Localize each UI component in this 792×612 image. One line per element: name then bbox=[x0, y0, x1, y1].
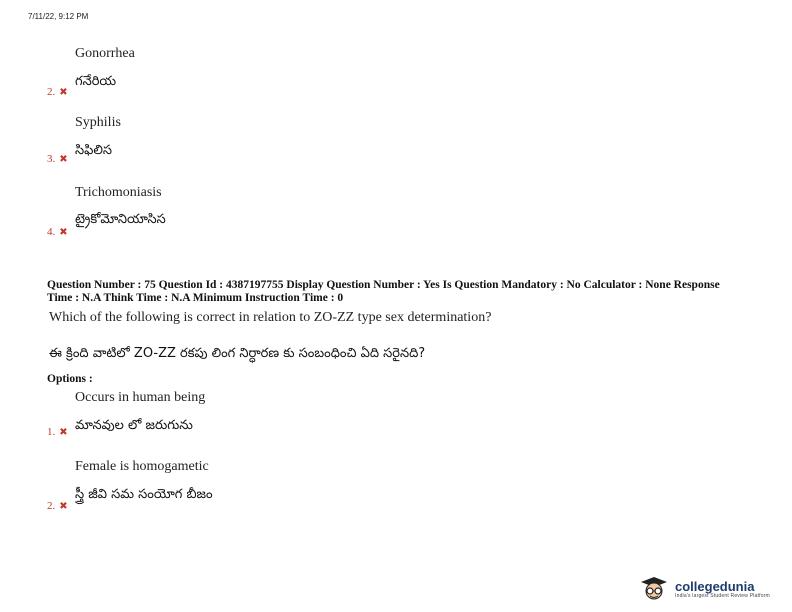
prev-option-2-number: 2. ✖ bbox=[47, 86, 68, 98]
option-1-telugu: మానవుల లో జరుగును bbox=[75, 418, 193, 433]
question-meta bbox=[47, 279, 767, 305]
option-2-english: Female is homogametic bbox=[75, 459, 209, 474]
cross-mark-icon: ✖ bbox=[59, 154, 68, 165]
cross-mark-icon: ✖ bbox=[59, 87, 68, 98]
question-meta-line-1: Question Number : 75 Question Id : 4387197755 Display Question Number : Yes Is Question Mandatory : No Calculator : None Response bbox=[47, 279, 720, 291]
option-2-telugu: స్త్రీ జీవి సమ సంయోగ బీజం bbox=[75, 487, 213, 502]
cross-mark-icon: ✖ bbox=[59, 501, 68, 512]
question-meta-line-2: Time : N.A Think Time : N.A Minimum Instruction Time : 0 bbox=[47, 292, 344, 304]
options-label: Options : bbox=[47, 373, 93, 385]
print-timestamp: 7/11/22, 9:12 PM bbox=[28, 12, 89, 21]
prev-option-4-telugu: ట్రైకోమోనియాసిస bbox=[75, 212, 166, 227]
cross-mark-icon: ✖ bbox=[59, 427, 68, 438]
option-2-number: 2. ✖ bbox=[47, 500, 68, 512]
prev-option-4-number: 4. ✖ bbox=[47, 226, 68, 238]
logo-name: collegedunia bbox=[675, 578, 755, 594]
logo-tagline: India's largest Student Review Platform bbox=[675, 592, 770, 599]
question-text-english: Which of the following is correct in relation to ZO-ZZ type sex determination? bbox=[49, 310, 492, 325]
option-1-number: 1. ✖ bbox=[47, 426, 68, 438]
graduate-mascot-icon bbox=[637, 576, 671, 602]
prev-option-3-telugu: సిఫిలిస bbox=[75, 143, 113, 158]
prev-option-3-number: 3. ✖ bbox=[47, 153, 68, 165]
cross-mark-icon: ✖ bbox=[59, 227, 68, 238]
option-1-english: Occurs in human being bbox=[75, 390, 206, 405]
prev-option-3-english: Syphilis bbox=[75, 115, 121, 130]
prev-option-2-telugu: గనేరియ bbox=[75, 74, 117, 89]
question-text-telugu: ఈ క్రింది వాటిలో ZO-ZZ రకపు లింగ నిర్ధారణ కు సంబంధించి ఏది సరైనది? bbox=[49, 346, 426, 361]
prev-option-4-english: Trichomoniasis bbox=[75, 185, 162, 200]
collegedunia-logo bbox=[637, 576, 770, 602]
prev-option-2-english: Gonorrhea bbox=[75, 46, 135, 61]
